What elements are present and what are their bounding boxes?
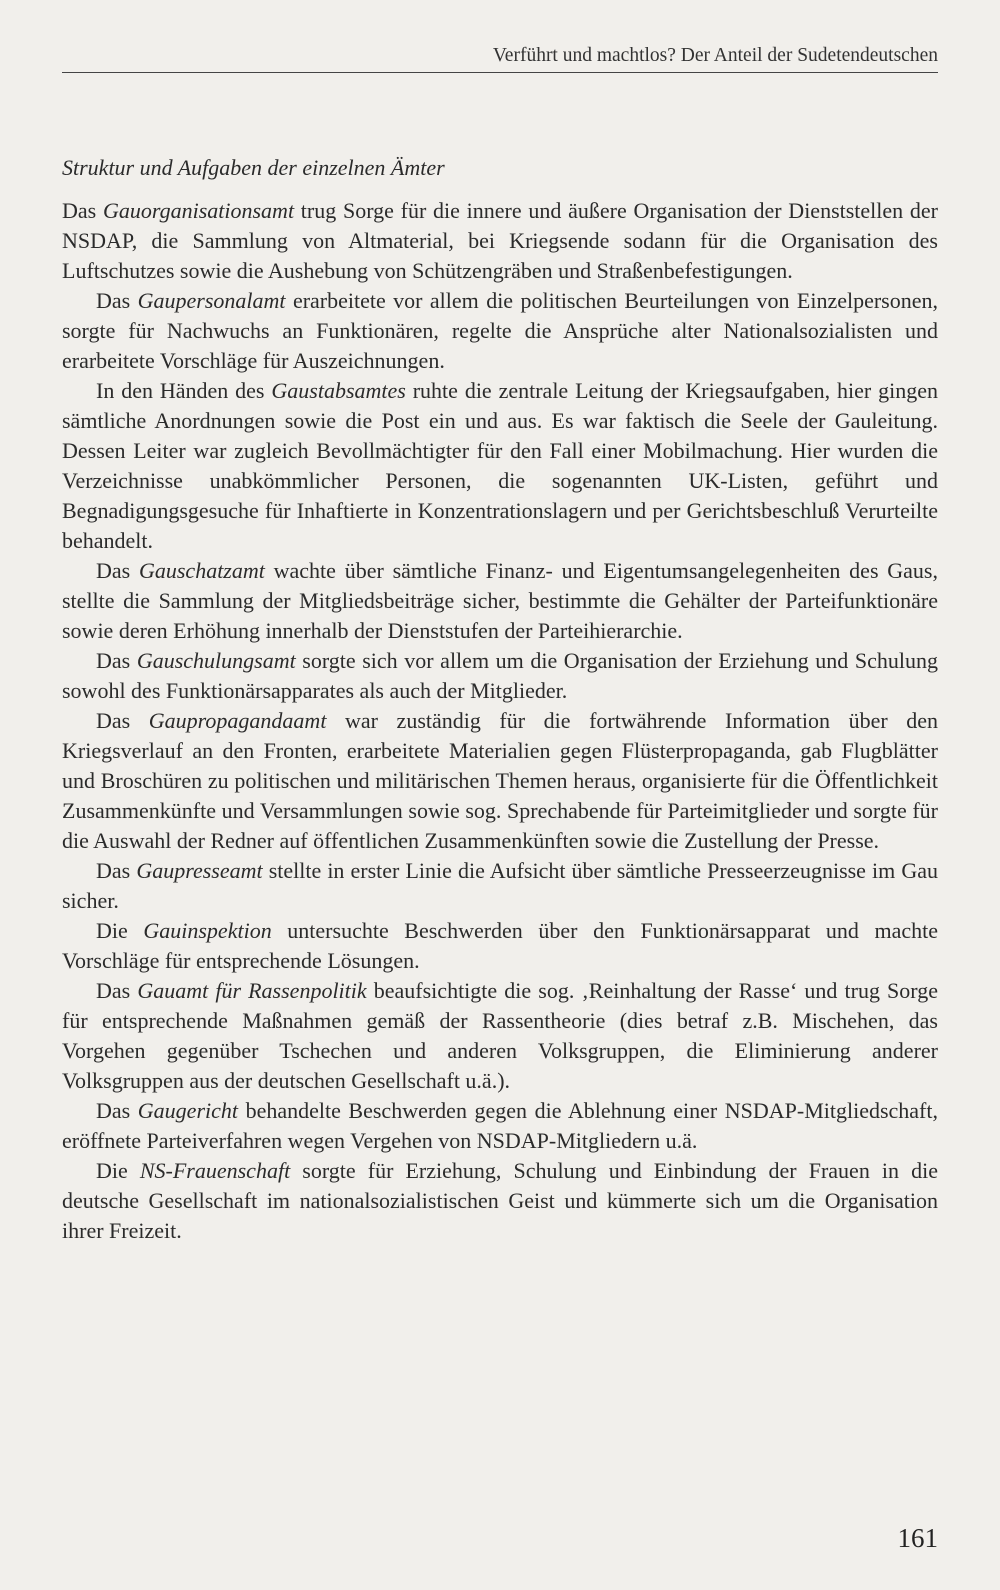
paragraph-gaupropagandaamt: Das Gaupropagandaamt war zuständig für die fortwährende Information über den Kriegsverlauf an den Fronten, erarbeitete Materialien gegen Flüsterpropaganda, gab Flugblätter und Broschüren zu politischen und militärischen Themen heraus, organisierte für die Öffentlichkeit Zusammenkünfte und Versammlungen sowie sog. Sprechabende für Parteimitglieder und sorgte für die Auswahl der Redner auf öffentlichen Zusammenkünften sowie die Zustellung der Presse. <box>62 708 939 853</box>
paragraph-gaupersonalamt: Das Gaupersonalamt erarbeitete vor allem die politischen Beurteilungen von Einzelpersonen, sorgte für Nachwuchs an Funktionären, regelte die Ansprüche alter Nationalsozialisten und erarbeitete Vorschläge für Auszeichnungen. <box>62 288 938 373</box>
paragraph-gaugericht: Das Gaugericht behandelte Beschwerden gegen die Ablehnung einer NSDAP-Mitgliedschaft, eröffnete Parteiverfahren wegen Vergehen von NSDAP-Mitgliedern u.ä. <box>62 1098 938 1153</box>
office-term: Gauschulungsamt <box>136 648 296 673</box>
paragraph-ns-frauenschaft: Die NS-Frauenschaft sorgte für Erziehung, Schulung und Einbindung der Frauen in die deutsche Gesellschaft im nationalsozialistischen Geist und kümmerte sich um die Organisation ihrer Freizeit. <box>62 1158 938 1243</box>
office-term: Gaupropagandaamt <box>148 708 327 733</box>
paragraph-gauschulungsamt: Das Gauschulungsamt sorgte sich vor allem um die Organisation der Erziehung und Schulung sowohl des Funktionärsapparates als auch der Mitglieder. <box>62 648 939 703</box>
paragraph-gauinspektion: Die Gauinspektion untersuchte Beschwerden über den Funktionärsapparat und machte Vorschläge für entsprechende Lösungen. <box>62 918 939 973</box>
office-term: Gauschatzamt <box>138 558 265 583</box>
paragraph-gauschatzamt: Das Gauschatzamt wachte über sämtliche Finanz- und Eigentumsangelegenheiten des Gaus, stellte die Sammlung der Mitgliedsbeiträge sicher, bestimmte die Gehälter der Parteifunktionäre sowie deren Erhöhung innerhalb der Dienststufen der Parteihierarchie. <box>62 558 938 643</box>
section-title: Struktur und Aufgaben der einzelnen Ämter <box>62 155 445 180</box>
office-term: Gaupersonalamt <box>137 288 286 313</box>
running-head: Verführt und machtlos? Der Anteil der Sudetendeutschen <box>492 45 938 66</box>
page-body <box>62 154 938 1246</box>
paragraph-gaupresseamt: Das Gaupresseamt stellte in erster Linie die Aufsicht über sämtliche Presseerzeugnisse im Gau sicher. <box>62 858 938 913</box>
header-rule <box>62 72 938 73</box>
office-term: NS-Frauenschaft <box>139 1158 291 1183</box>
office-term: Gaustabsamtes <box>271 378 406 403</box>
office-term: Gaupresseamt <box>136 858 263 883</box>
paragraph-gaustabsamt: In den Händen des Gaustabsamtes ruhte die zentrale Leitung der Kriegsaufgaben, hier gingen sämtliche Anordnungen sowie die Post ein und aus. Es war faktisch die Seele der Gauleitung. Dessen Leiter war zugleich Bevollmächtigter für den Fall einer Mobilmachung. Hier wurden die Verzeichnisse unabkömmlicher Personen, die sogenannten UK-Listen, geführt und Begnadigungsgesuche für Inhaftierte in Konzentrationslagern und per Gerichtsbeschluß Verurteilte behandelt. <box>62 378 938 553</box>
paragraph-gauorganisationsamt: Das Gauorganisationsamt trug Sorge für die innere und äußere Organisation der Dienststellen der NSDAP, die Sammlung von Altmaterial, bei Kriegsende sodann für die Organisation des Luftschutzes sowie die Aushebung von Schützengräben und Straßenbefestigungen. <box>62 198 939 283</box>
paragraph-gauamt-rassenpolitik: Das Gauamt für Rassenpolitik beaufsichtigte die sog. ‚Reinhaltung der Rasse‘ und trug Sorge für entsprechende Maßnahmen gemäß der Rassentheorie (dies betraf z.B. Mischehen, das Vorgehen gegenüber Tschechen und anderen Volksgruppen, die Eliminierung anderer Volksgruppen aus der deutschen Gesellschaft u.ä.). <box>62 978 938 1093</box>
office-term: Gaugericht <box>137 1098 238 1123</box>
office-term: Gauinspektion <box>143 918 272 943</box>
office-term: Gauamt für Rassenpolitik <box>137 978 367 1003</box>
page-number: 161 <box>897 1523 938 1553</box>
office-term: Gauorganisationsamt <box>102 198 295 223</box>
